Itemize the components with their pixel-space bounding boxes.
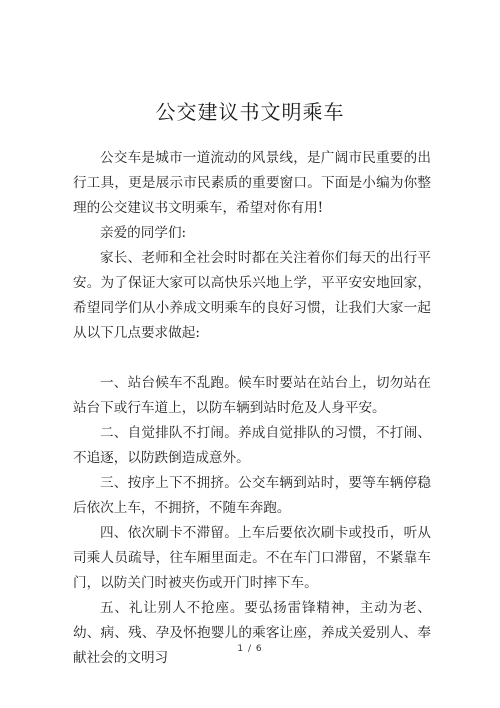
page-number: 1 / 6 xyxy=(237,644,263,654)
blank-line xyxy=(73,346,431,371)
rule-paragraph-5: 五、礼让别人不抢座。要弘扬雷锋精神，主动为老、幼、病、残、孕及怀抱婴儿的乘客让座，养成关爱别人、奉献社会的文明习 xyxy=(73,600,431,666)
document-body xyxy=(73,146,431,671)
intro-paragraph: 公交车是城市一道流动的风景线，是广阔市民重要的出行工具，更是展示市民素质的重要窗口。下面是小编为你整理的公交建议书文明乘车，希望对你有用! xyxy=(73,150,431,216)
salutation: 亲爱的同学们: xyxy=(100,225,187,241)
appeal-paragraph: 家长、老师和全社会时时都在关注着你们每天的出行平安。为了保证大家可以高快乐兴地上学，平平安安地回家，希望同学们从小养成文明乘车的良好习惯，让我们大家一起从以下几点要求做起: xyxy=(73,250,431,341)
rule-paragraph-1: 一、站台候车不乱跑。候车时要站在站台上，切勿站在站台下或行车道上，以防车辆到站时危及人身平安。 xyxy=(73,375,431,416)
rule-paragraph-4: 四、依次刷卡不滞留。上车后要依次刷卡或投币，听从司乘人员疏导，往车厢里面走。不在车门口滞留，不紧靠车门，以防关门时被夹伤或开门时摔下车。 xyxy=(73,525,431,591)
rule-paragraph-2: 二、自觉排队不打闹。养成自觉排队的习惯，不打闹、不追逐，以防跌倒造成意外。 xyxy=(73,425,431,466)
rule-paragraph-3: 三、按序上下不拥挤。公交车辆到站时，要等车辆停稳后依次上车，不拥挤，不随车奔跑。 xyxy=(73,475,431,516)
document-title: 公交建议书文明乘车 xyxy=(155,100,345,124)
